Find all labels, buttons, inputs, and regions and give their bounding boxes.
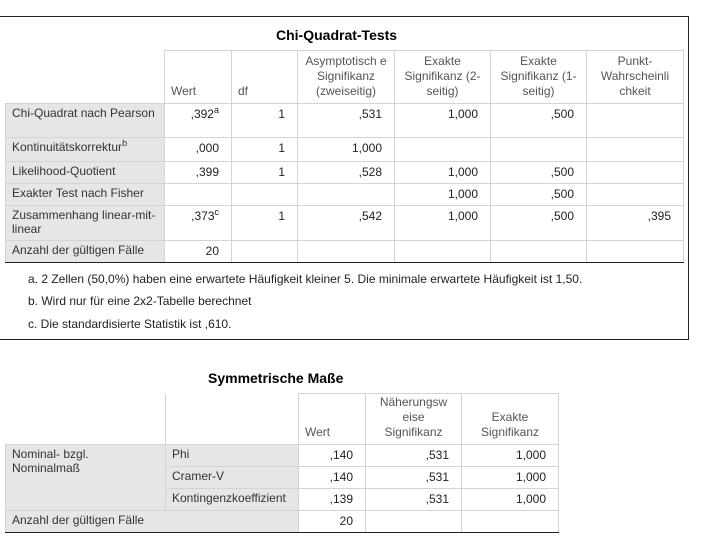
symmetric-measures-table [5,393,559,533]
cell-punkt: ,395 [587,206,684,241]
cell-df: 1 [232,138,298,162]
cell-exakt: 1,000 [462,445,559,467]
row-label: Chi-Quadrat nach Pearson [6,104,165,138]
sym-header-row [6,394,559,445]
cell-exakt1 [491,138,587,162]
cell-wert: ,399 [165,162,232,184]
group-label: Nominal- bzgl. Nominalmaß [6,445,166,511]
cell-wert: 20 [165,241,232,263]
table-row [6,511,559,533]
cell-wert: ,000 [165,138,232,162]
row-label: Exakter Test nach Fisher [6,184,165,206]
cell-punkt [587,241,684,263]
table-row [6,206,684,241]
cell-exakt [462,511,559,533]
chi-square-title: Chi-Quadrat-Tests [276,27,398,43]
table-row [6,241,684,263]
cell-punkt [587,104,684,138]
cell-exakt1: ,500 [491,162,587,184]
cell-exakt: 1,000 [462,467,559,489]
cell-exakt2: 1,000 [395,104,491,138]
cell-naeh: ,531 [366,489,462,511]
cell-asym [298,184,395,206]
cell-wert: 20 [299,511,366,533]
cell-df: 1 [232,206,298,241]
header-df: df [232,51,298,104]
row-label: Cramer-V [166,467,299,489]
row-label: Anzahl der gültigen Fälle [6,241,165,263]
header-wert: Wert [165,51,232,104]
cell-exakt1 [491,241,587,263]
cell-punkt [587,184,684,206]
table-row [6,104,684,138]
table-row [6,162,684,184]
cell-exakt2 [395,138,491,162]
symmetric-measures-title: Symmetrische Maße [208,370,344,386]
footnote-b: b. Wird nur für eine 2x2-Tabelle berechnet [28,294,252,308]
header-approx-significance: Näherungsw eise Signifikanz [366,394,462,445]
cell-punkt [587,138,684,162]
header-wert: Wert [299,394,366,445]
header-exact-significance-2: Exakte Signifikanz (2-seitig) [395,51,491,104]
cell-asym: ,528 [298,162,395,184]
cell-wert: ,392$^a$ [165,104,232,138]
cell-wert: ,373$^c$ [165,206,232,241]
cell-wert: ,140 [299,467,366,489]
cell-exakt1: ,500 [491,104,587,138]
header-exact-significance: Exakte Signifikanz [462,394,559,445]
cell-exakt1: ,500 [491,184,587,206]
cell-wert [165,184,232,206]
cell-df: 1 [232,162,298,184]
table-row [6,445,559,467]
cell-wert: ,139 [299,489,366,511]
header-asymptotic-significance: Asymptotisch e Signifikanz (zweiseitig) [298,51,395,104]
cell-df [232,241,298,263]
row-label: Zusammenhang linear-mit-linear [6,206,165,241]
cell-df: 1 [232,104,298,138]
cell-naeh [366,511,462,533]
footnote-c: c. Die standardisierte Statistik ist ,610. [28,317,232,331]
cell-exakt2: 1,000 [395,162,491,184]
cell-exakt2: 1,000 [395,206,491,241]
header-point-probability: Punkt-Wahrscheinli chkeit [587,51,684,104]
cell-exakt2 [395,241,491,263]
cell-exakt1: ,500 [491,206,587,241]
cell-asym: ,531 [298,104,395,138]
cell-punkt [587,162,684,184]
row-label: Kontingenzkoeffizient [166,489,299,511]
chi-header-row [6,51,684,104]
row-label: Kontinuitätskorrektur$^b$ [6,138,165,162]
cell-exakt: 1,000 [462,489,559,511]
cell-wert: ,140 [299,445,366,467]
header-corner [6,51,165,104]
cell-asym [298,241,395,263]
header-corner [166,394,299,445]
cell-df [232,184,298,206]
header-exact-significance-1: Exakte Signifikanz (1-seitig) [491,51,587,104]
row-label: Anzahl der gültigen Fälle [6,511,299,533]
cell-asym: ,542 [298,206,395,241]
cell-naeh: ,531 [366,467,462,489]
table-row [6,184,684,206]
cell-asym: 1,000 [298,138,395,162]
row-label: Phi [166,445,299,467]
footnote-a: a. 2 Zellen (50,0%) haben eine erwartete Häufigkeit kleiner 5. Die minimale erwartete Häufigkeit ist 1,50. [28,272,583,286]
cell-naeh: ,531 [366,445,462,467]
chi-square-table [5,50,684,263]
header-corner [6,394,166,445]
row-label: Likelihood-Quotient [6,162,165,184]
cell-exakt2: 1,000 [395,184,491,206]
table-row [6,138,684,162]
